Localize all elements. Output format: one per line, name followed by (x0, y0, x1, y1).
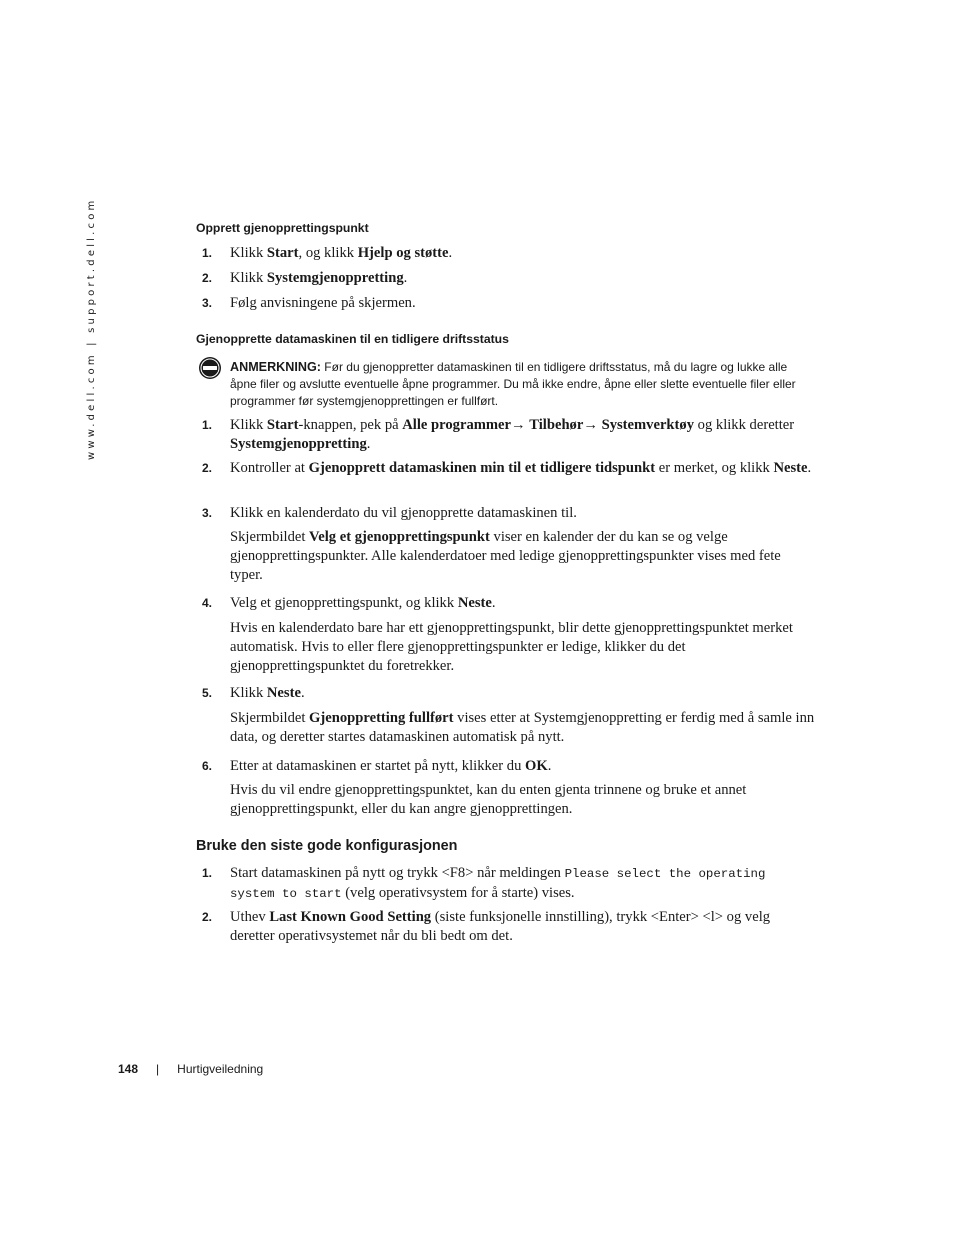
text-run: → (583, 417, 602, 433)
list-item (196, 684, 816, 703)
footer-title: Hurtigveiledning (177, 1062, 264, 1076)
text-run: , og klikk (298, 245, 358, 261)
list-item (196, 757, 816, 776)
emphasis-text: Tilbehør (529, 417, 584, 433)
heading-restore-earlier-state: Gjenopprette datamaskinen til en tidligere driftsstatus (196, 332, 509, 346)
heading-create-restore-point: Opprett gjenopprettingspunkt (196, 221, 369, 235)
list-item (196, 864, 816, 904)
step-number: 3. (202, 506, 213, 520)
notice-icon (198, 356, 222, 380)
step-number: 2. (202, 461, 213, 475)
step-text (230, 269, 816, 288)
text-run: viser en kalender der du kan se og velge gjenopprettingspunkter. Alle kalenderdatoer med ledige gjenopprettingspunkter vises med fete typer. (230, 529, 781, 583)
text-run: . (448, 245, 453, 261)
list-item (196, 294, 816, 313)
text-run: . (491, 595, 496, 611)
notice-text (230, 356, 816, 410)
emphasis-text: Gjenoppretting fullført (309, 710, 454, 726)
text-run: er merket, og klikk (655, 460, 774, 476)
text-run: Klikk (230, 417, 267, 433)
page-number: 148 (118, 1062, 139, 1076)
step-description (230, 619, 816, 676)
text-run: Skjermbildet (230, 529, 310, 545)
step-number: 2. (202, 271, 213, 285)
emphasis-text: Start (266, 245, 299, 261)
text-run: Hvis en kalenderdato bare har ett gjenopprettingspunkt, blir dette gjenopprettingspunktet merket automatisk. Hvis to eller flere gjenopprettingspunkter er ledige, klikker du det gjenopprettingspunktet du foretrekker. (230, 620, 793, 674)
emphasis-text: Gjenopprett datamaskinen min til et tidligere tidspunkt (308, 460, 656, 476)
step-text (230, 864, 816, 904)
text-run: (siste funksjonelle innstilling), trykk <Enter> <l> og velg deretter operativsystemet når du bli bedt om det. (230, 909, 771, 944)
emphasis-text: Start (266, 417, 299, 433)
step-text (230, 294, 816, 313)
step-number: 1. (202, 418, 213, 432)
text-run: . (807, 460, 812, 476)
text-run: . (366, 436, 371, 452)
emphasis-text: Neste (266, 685, 301, 701)
list-item (196, 269, 816, 288)
side-url: www.dell.com | support.dell.com (86, 197, 97, 460)
list-item (196, 908, 816, 946)
text-run: → (511, 417, 530, 433)
step-description (230, 781, 816, 819)
list-item (196, 459, 816, 478)
page-footer (118, 1062, 263, 1076)
step-number: 2. (202, 910, 213, 924)
text-run: Start datamaskinen på nytt og trykk <F8> når meldingen (230, 865, 565, 881)
step-text (230, 684, 816, 703)
step-text (230, 908, 816, 946)
code-text: Please select the operating system to start (230, 867, 766, 901)
notice-label: ANMERKNING: (230, 360, 321, 374)
step-number: 1. (202, 246, 213, 260)
text-run: Uthev (230, 909, 270, 925)
emphasis-text: Velg et gjenopprettingspunkt (309, 529, 490, 545)
text-run: og klikk deretter (694, 417, 795, 433)
text-run: Klikk (230, 270, 267, 286)
footer-separator: | (156, 1062, 160, 1076)
step-text (230, 504, 816, 523)
emphasis-text: Systemverktøy (601, 417, 695, 433)
step-number: 5. (202, 686, 213, 700)
list-item (196, 244, 816, 263)
notice-box (196, 356, 816, 410)
step-number: 1. (202, 866, 213, 880)
list-item (196, 504, 816, 523)
text-run: Etter at datamaskinen er startet på nytt, klikker du (230, 758, 526, 774)
text-run: Velg et gjenopprettingspunkt, og klikk (230, 595, 458, 611)
list-item (196, 416, 816, 454)
text-run: Kontroller at (230, 460, 309, 476)
text-run: Hvis du vil endre gjenopprettingspunktet, kan du enten gjenta trinnene og bruke et annet gjenopprettingspunkt, eller du kan angre gjenopprettingen. (230, 782, 747, 817)
text-run: -knappen, pek på (298, 417, 403, 433)
text-run: . (547, 758, 552, 774)
text-run: . (300, 685, 305, 701)
list-item (196, 594, 816, 613)
step-number: 6. (202, 759, 213, 773)
step-description (230, 528, 816, 585)
emphasis-text: Neste (773, 460, 808, 476)
emphasis-text: Systemgjenoppretting (266, 270, 404, 286)
step-text (230, 244, 816, 263)
emphasis-text: Hjelp og støtte (357, 245, 449, 261)
step-description (230, 709, 816, 747)
notice-body: Før du gjenoppretter datamaskinen til en tidligere driftsstatus, må du lagre og lukke alle åpne filer og avslutte eventuelle åpne programmer. Du må ikke endre, åpne eller slette eventuelle filer eller programmer før systemgjenopprettingen er fullført. (230, 360, 796, 408)
text-run: Klikk en kalenderdato du vil gjenopprette datamaskinen til. (230, 505, 577, 521)
step-text (230, 757, 816, 776)
step-text (230, 594, 816, 613)
step-number: 3. (202, 296, 213, 310)
text-run: Skjermbildet (230, 710, 310, 726)
text-run: Klikk (230, 245, 267, 261)
emphasis-text: Neste (457, 595, 492, 611)
text-run: (velg operativsystem for å starte) vises. (341, 885, 575, 901)
step-text (230, 459, 816, 478)
step-text (230, 416, 816, 454)
text-run: vises etter at Systemgjenoppretting er ferdig med å samle inn data, og deretter startes datamaskinen automatisk på nytt. (230, 710, 815, 745)
emphasis-text: OK (525, 758, 548, 774)
emphasis-text: Alle programmer (402, 417, 512, 433)
text-run: Følg anvisningene på skjermen. (230, 295, 416, 311)
emphasis-text: Systemgjenoppretting (230, 436, 367, 452)
emphasis-text: Last Known Good Setting (269, 909, 432, 925)
step-number: 4. (202, 596, 213, 610)
text-run: . (403, 270, 408, 286)
text-run: Klikk (230, 685, 267, 701)
heading-last-known-good: Bruke den siste gode konfigurasjonen (196, 838, 458, 854)
